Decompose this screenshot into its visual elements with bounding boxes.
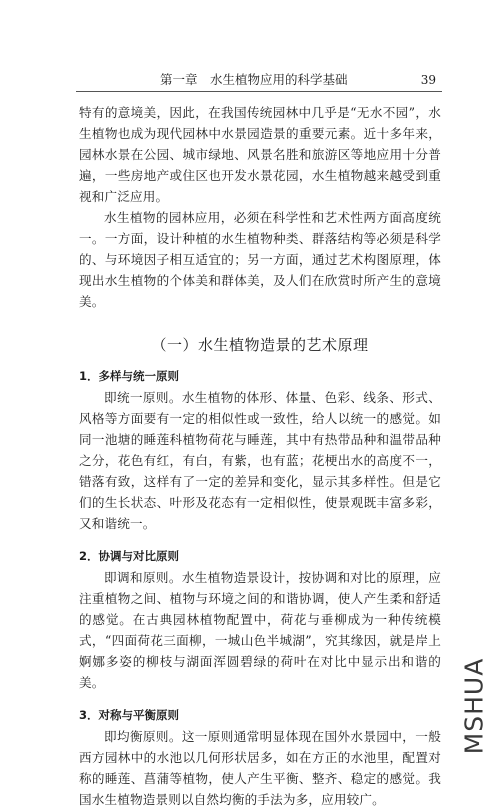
page-body [79, 102, 441, 810]
paragraph-application: 水生植物的园林应用，必须在科学性和艺术性两方面高度统一。一方面，设计种植的水生植物种类、群落结构等必须是科学的、与环境因子相互适宜的；另一方面，通过艺术构图原理，体现出水生植物的个体美和群体美，及人们在欣赏时所产生的意境美。 [79, 210, 441, 309]
chapter-title: 第一章 水生植物应用的科学基础 [160, 72, 348, 87]
subsection-title-unity: 1．多样与统一原则 [79, 369, 180, 383]
page-number: 39 [420, 73, 436, 87]
header-rule [76, 91, 442, 92]
section-title: （一）水生植物造景的艺术原理 [151, 336, 369, 354]
watermark-text: MSHUA [459, 657, 489, 755]
paragraph-balance: 即均衡原则。这一原则通常明显体现在国外水景园中，一般西方园林中的水池以几何形状居多，如在方正的水池里，配置对称的睡莲、菖蒲等植物，使人产生平衡、整齐、稳定的感觉。我国水生植物造景则以自然均衡的手法为多，应用较广。 [79, 729, 441, 807]
paragraph-unity: 即统一原则。水生植物的体形、体量、色彩、线条、形式、风格等方面要有一定的相似性或一致性，给人以统一的感觉。如同一池塘的睡莲科植物荷花与睡莲，其中有热带品种和温带品种之分，花色有红，有白，有紫，也有蓝；花梗出水的高度不一，错落有致，这样有了一定的差异和变化，显示其多样性。但是它们的生长状态、叶形及花态有一定相似性，使景观既丰富多彩，又和谐统一。 [79, 390, 441, 531]
subsection-title-balance: 3．对称与平衡原则 [79, 708, 180, 722]
subsection-title-harmony: 2．协调与对比原则 [79, 549, 180, 563]
running-header [78, 70, 448, 90]
paragraph-continued: 特有的意境美，因此，在我国传统园林中几乎是“无水不园”，水生植物也成为现代园林中水景园造景的重要元素。近十多年来，园林水景在公园、城市绿地、风景名胜和旅游区等地应用十分普遍，一些房地产或住区也开发水景花园，水生植物越来越受到重视和广泛应用。 [79, 105, 441, 204]
paragraph-harmony: 即调和原则。水生植物造景设计，按协调和对比的原理，应注重植物之间、植物与环境之间的和谐协调，使人产生柔和舒适的感觉。在古典园林植物配置中，荷花与垂柳成为一种传统模式，“四面荷花三面柳，一城山色半城湖”，究其缘因，就是岸上婀娜多姿的柳枝与湖面浑圆碧绿的荷叶在对比中显示出和谐的美。 [79, 570, 441, 690]
watermark [459, 648, 489, 764]
